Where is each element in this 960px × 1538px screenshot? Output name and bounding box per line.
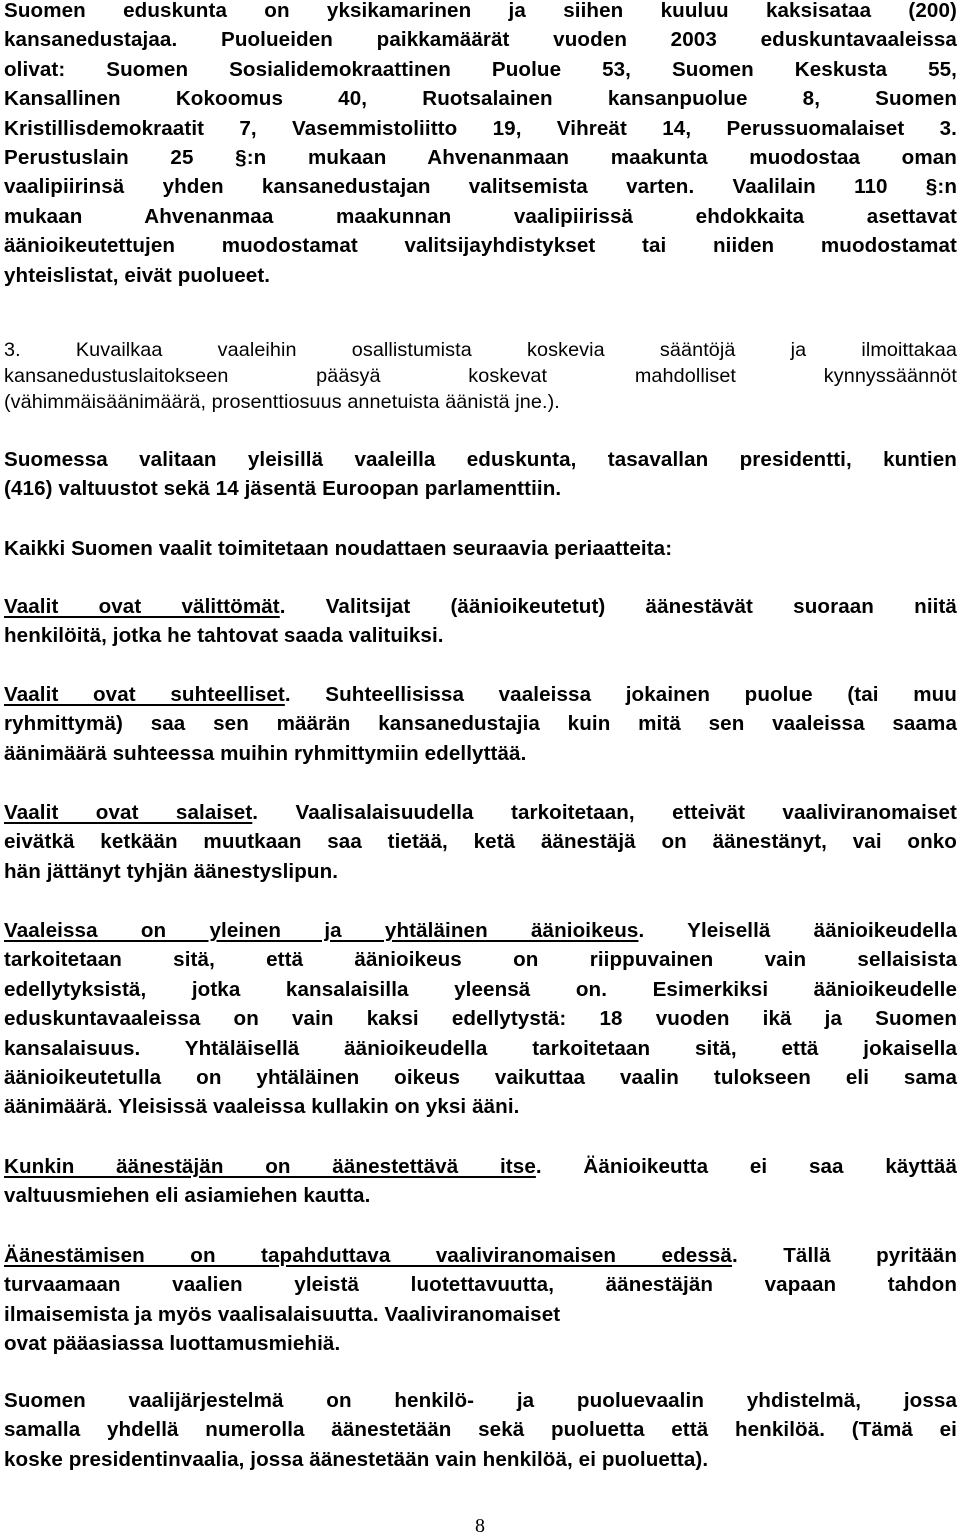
text-line: turvaamaan vaalien yleistä luotettavuutta, äänestäjän vapaan tahdon: [4, 1273, 957, 1297]
text-line: valtuusmiehen eli asiamiehen kautta.: [4, 1184, 371, 1208]
text-line: Suomen eduskunta on yksikamarinen ja siihen kuuluu kaksisataa (200): [4, 0, 957, 22]
principle-heading: Kunkin äänestäjän on äänestettävä itse: [4, 1155, 536, 1178]
principle-heading: Vaaleissa on yleinen ja yhtäläinen äänioikeus: [4, 919, 639, 942]
text-line: ilmaisemista ja myös vaalisalaisuutta. Vaaliviranomaiset: [4, 1302, 561, 1326]
text-line: Suomessa valitaan yleisillä vaaleilla eduskunta, tasavallan presidentti, kuntien: [4, 448, 957, 471]
text-line: mukaan Ahvenanmaa maakunnan vaalipiirissä ehdokkaita asettavat: [4, 204, 957, 228]
text-run: . Valitsijat (äänioikeutetut) äänestävät suoraan niitä: [279, 595, 957, 618]
principle-heading: Vaalit ovat suhteelliset: [4, 683, 285, 706]
text-line: 3. Kuvailkaa vaaleihin osallistumista koskevia sääntöjä ja ilmoittakaa: [4, 339, 957, 361]
text-run: . Äänioikeutta ei saa käyttää: [535, 1155, 957, 1178]
principle-heading: Vaalit ovat välittömät: [4, 595, 280, 618]
principle-secret: [4, 798, 957, 886]
paragraph-parliament-composition: [4, 0, 957, 290]
text-line: tarkoitetaan sitä, että äänioikeus on riippuvainen vain sellaisista: [4, 948, 957, 972]
text-line: olivat: Suomen Sosialidemokraattinen Puolue 53, Suomen Keskusta 55,: [4, 57, 957, 81]
text-line: kansanedustajaa. Puolueiden paikkamäärät vuoden 2003 eduskuntavaaleissa: [4, 28, 957, 52]
text-line: äänioikeutetulla on yhtäläinen oikeus vaikuttaa vaalin tulokseen eli sama: [4, 1066, 957, 1090]
paragraph-electoral-system: [4, 1386, 957, 1474]
principle-direct: [4, 592, 957, 651]
text-line: Perustuslain 25 §:n mukaan Ahvenanmaan maakunta muodostaa oman: [4, 146, 957, 170]
principle-before-authority: [4, 1241, 957, 1359]
text-line: henkilöitä, jotka he tahtovat saada valituiksi.: [4, 624, 444, 648]
text-line: äänimäärä suhteessa muihin ryhmittymiin edellyttää.: [4, 741, 527, 765]
text-run: . Vaalisalaisuudella tarkoitetaan, etteivät vaaliviranomaiset: [252, 801, 957, 824]
text-line: hän jättänyt tyhjän äänestyslipun.: [4, 859, 339, 883]
text-line: (416) valtuustot sekä 14 jäsentä Euroopan parlamenttiin.: [4, 477, 562, 501]
text-line: (vähimmäisäänimäärä, prosenttiosuus annetuista äänistä jne.).: [4, 391, 560, 414]
text-line: [4, 680, 957, 709]
text-line: [4, 798, 957, 827]
text-line: [4, 1241, 957, 1270]
text-line: yhteislistat, eivät puolueet.: [4, 263, 271, 287]
text-line: edellytyksistä, jotka kansalaisilla yleensä on. Esimerkiksi äänioikeudelle: [4, 977, 957, 1001]
text-line: ryhmittymä) saa sen määrän kansanedustajia kuin mitä sen vaaleissa saama: [4, 712, 957, 736]
paragraph-principles-intro: [4, 534, 957, 563]
principle-universal-equal: [4, 916, 957, 1122]
text-line: ovat pääasiassa luottamusmiehiä.: [4, 1332, 341, 1356]
text-line: eduskuntavaaleissa on vain kaksi edellytystä: 18 vuoden ikä ja Suomen: [4, 1007, 957, 1031]
text-line: samalla yhdellä numerolla äänestetään sekä puoluetta että henkilöä. (Tämä ei: [4, 1418, 957, 1442]
text-run: . Suhteellisissa vaaleissa jokainen puolue (tai muu: [284, 683, 957, 706]
text-line: äänimäärä. Yleisissä vaaleissa kullakin on yksi ääni.: [4, 1095, 520, 1119]
text-line: eivätkä ketkään muutkaan saa tietää, ketä äänestäjä on äänestänyt, vai onko: [4, 830, 957, 854]
principle-heading: Äänestämisen on tapahduttava vaaliviranomaisen edessä: [4, 1244, 732, 1267]
text-line: [4, 916, 957, 945]
text-line: äänioikeutettujen muodostamat valitsijayhdistykset tai niiden muodostamat: [4, 234, 957, 258]
question-3: [4, 337, 957, 416]
text-line: vaalipiirinsä yhden kansanedustajan valitsemista varten. Vaalilain 110 §:n: [4, 175, 957, 199]
text-line: Kansallinen Kokoomus 40, Ruotsalainen kansanpuolue 8, Suomen: [4, 87, 957, 111]
principle-personal-voting: [4, 1152, 957, 1211]
text-run: . Tällä pyritään: [731, 1244, 957, 1267]
text-line: kansalaisuus. Yhtäläisellä äänioikeudella tarkoitetaan sitä, että jokaisella: [4, 1036, 957, 1060]
text-line: Kristillisdemokraatit 7, Vasemmistoliitto 19, Vihreät 14, Perussuomalaiset 3.: [4, 116, 957, 140]
text-line: Kaikki Suomen vaalit toimitetaan noudattaen seuraavia periaatteita:: [4, 537, 673, 560]
text-line: [4, 1152, 957, 1181]
text-run: . Yleisellä äänioikeudella: [638, 919, 957, 942]
principle-heading: Vaalit ovat salaiset: [4, 801, 253, 824]
text-line: Suomen vaalijärjestelmä on henkilö- ja puoluevaalin yhdistelmä, jossa: [4, 1389, 957, 1412]
text-line: [4, 592, 957, 621]
principle-proportional: [4, 680, 957, 768]
text-line: kansanedustuslaitokseen pääsyä koskevat mahdolliset kynnyssäännöt: [4, 365, 957, 388]
text-line: koske presidentinvaalia, jossa äänestetään vain henkilöä, ei puoluetta).: [4, 1447, 709, 1471]
page-number: 8: [475, 1515, 485, 1537]
paragraph-elections: [4, 445, 957, 504]
